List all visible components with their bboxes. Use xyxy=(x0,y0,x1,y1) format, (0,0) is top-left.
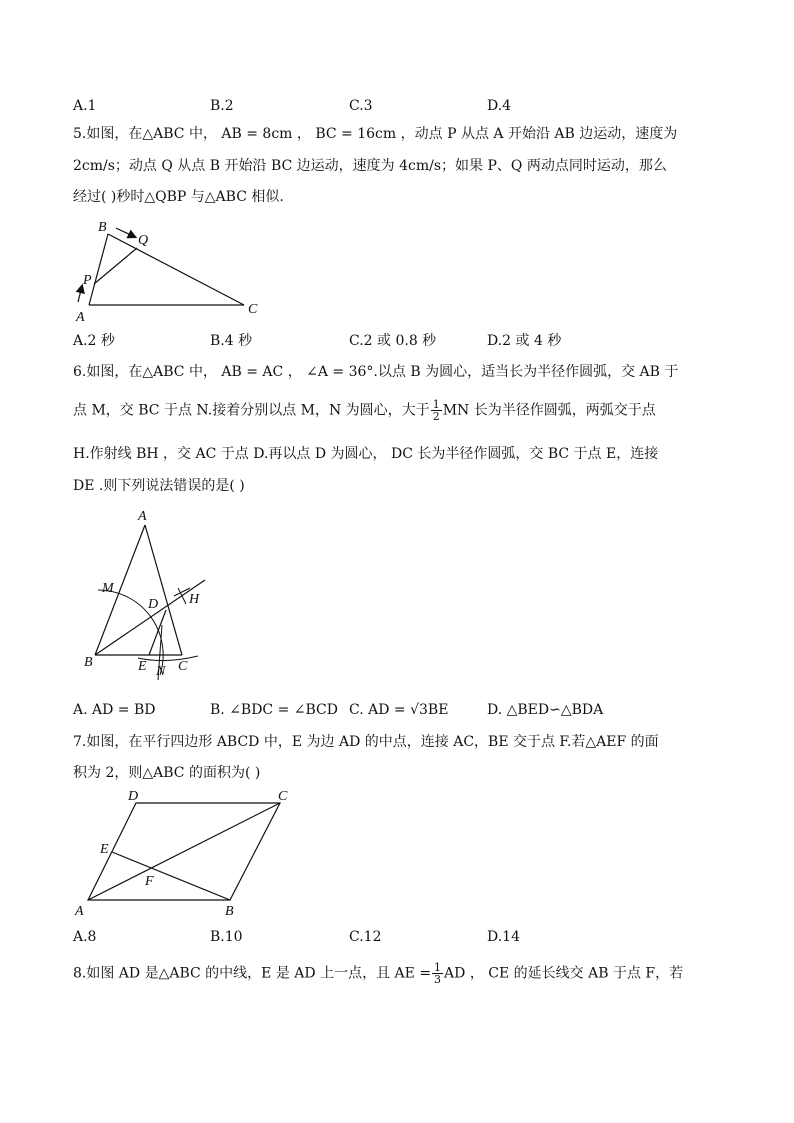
q7-option-a: A.8 xyxy=(73,929,97,945)
q8-fraction xyxy=(432,962,443,985)
q6-label-m: M xyxy=(102,581,114,596)
q6-construction-figure xyxy=(70,500,230,690)
q6-text-line-3: H.作射线 BH ，交 AC 于点 D.再以点 D 为圆心， DC 长为半径作圆弧，交 BC 于点 E，连接 xyxy=(73,446,659,462)
q6-text-line-1: 6.如图，在△ABC 中， AB = AC ， ∠A = 36°.以点 B 为圆心，适当长为半径作圆弧，交 AB 于 xyxy=(73,364,679,380)
q5-text-line-3: 经过( )秒时△QBP 与△ABC 相似. xyxy=(73,189,284,205)
q6-text-line-2 xyxy=(73,399,656,422)
q5-label-a: A xyxy=(76,310,85,325)
q6-fraction xyxy=(431,399,442,422)
q5-option-b: B.4 秒 xyxy=(210,333,253,349)
q5-triangle-figure xyxy=(70,215,270,325)
q5-arrow-b xyxy=(116,228,135,237)
q5-label-b: B xyxy=(98,220,107,235)
q4-option-d: D.4 xyxy=(487,98,512,114)
q7-label-d: D xyxy=(128,790,139,804)
q6-line2-before: 点 M，交 BC 于点 N.接着分别以点 M，N 为圆心，大于 xyxy=(73,402,430,419)
q5-side-bc xyxy=(108,234,244,305)
q7-text-line-1: 7.如图，在平行四边形 ABCD 中，E 为边 AD 的中点，连接 AC，BE 交于点 F.若△AEF 的面 xyxy=(73,734,659,750)
q6-label-n: N xyxy=(156,664,166,679)
q6-line2-after: MN 长为半径作圆弧，两弧交于点 xyxy=(442,402,656,419)
q4-option-a: A.1 xyxy=(73,98,97,114)
q6-option-d: D. △BED∽△BDA xyxy=(487,702,604,718)
q6-fraction-den: 2 xyxy=(432,410,440,423)
q4-option-b: B.2 xyxy=(210,98,234,114)
q7-label-e: E xyxy=(100,842,109,857)
q6-label-h: H xyxy=(189,592,200,607)
q8-fraction-num: 1 xyxy=(434,961,442,974)
q8-after: AD ， CE 的延长线交 AB 于点 F，若 xyxy=(444,965,684,982)
q7-text-line-2: 积为 2，则△ABC 的面积为( ) xyxy=(73,765,261,781)
q5-label-q: Q xyxy=(138,233,149,248)
q6-label-b: B xyxy=(84,655,93,670)
q8-fraction-den: 3 xyxy=(434,973,442,986)
q5-segment-pq xyxy=(94,248,137,284)
q6-option-a: A. AD = BD xyxy=(73,702,156,718)
q5-arrow-a xyxy=(78,286,82,302)
q7-segment-be xyxy=(112,852,230,900)
q7-diagonal-ac xyxy=(88,803,280,900)
q5-option-c: C.2 或 0.8 秒 xyxy=(349,333,437,349)
q6-arc-c-e xyxy=(138,656,198,661)
q5-text-line-1: 5.如图，在△ABC 中， AB = 8cm ， BC = 16cm ，动点 P 从点 A 开始沿 AB 边运动，速度为 xyxy=(73,126,678,142)
q7-label-b: B xyxy=(225,904,234,919)
q7-label-c: C xyxy=(278,790,288,804)
q7-label-a: A xyxy=(75,904,84,919)
q6-option-c: C. AD = √3BE xyxy=(349,702,449,718)
q6-label-d: D xyxy=(148,597,159,612)
q5-text-line-2: 2cm/s；动点 Q 从点 B 开始沿 BC 边运动，速度为 4cm/s；如果 P、Q 两动点同时运动，那么 xyxy=(73,158,667,174)
q7-option-c: C.12 xyxy=(349,929,382,945)
q6-fraction-num: 1 xyxy=(432,398,440,411)
q6-text-line-4: DE .则下列说法错误的是( ) xyxy=(73,478,245,494)
q5-side-ab xyxy=(89,234,108,305)
q8-text-line-1 xyxy=(73,962,683,985)
q7-option-b: B.10 xyxy=(210,929,243,945)
q5-option-a: A.2 秒 xyxy=(73,333,115,349)
q8-before: 8.如图 AD 是△ABC 的中线，E 是 AD 上一点，且 AE = xyxy=(73,965,432,982)
q7-label-f: F xyxy=(145,874,154,889)
q5-option-d: D.2 或 4 秒 xyxy=(487,333,562,349)
q7-option-d: D.14 xyxy=(487,929,520,945)
q6-option-b: B. ∠BDC = ∠BCD xyxy=(210,702,338,718)
q6-label-a: A xyxy=(138,509,147,524)
q6-label-c: C xyxy=(178,659,188,674)
q4-option-c: C.3 xyxy=(349,98,373,114)
q5-label-p: P xyxy=(83,273,92,288)
q6-label-e: E xyxy=(138,659,147,674)
q5-label-c: C xyxy=(248,302,258,317)
q7-parallelogram-figure xyxy=(70,790,300,920)
q6-side-ac xyxy=(145,525,182,655)
